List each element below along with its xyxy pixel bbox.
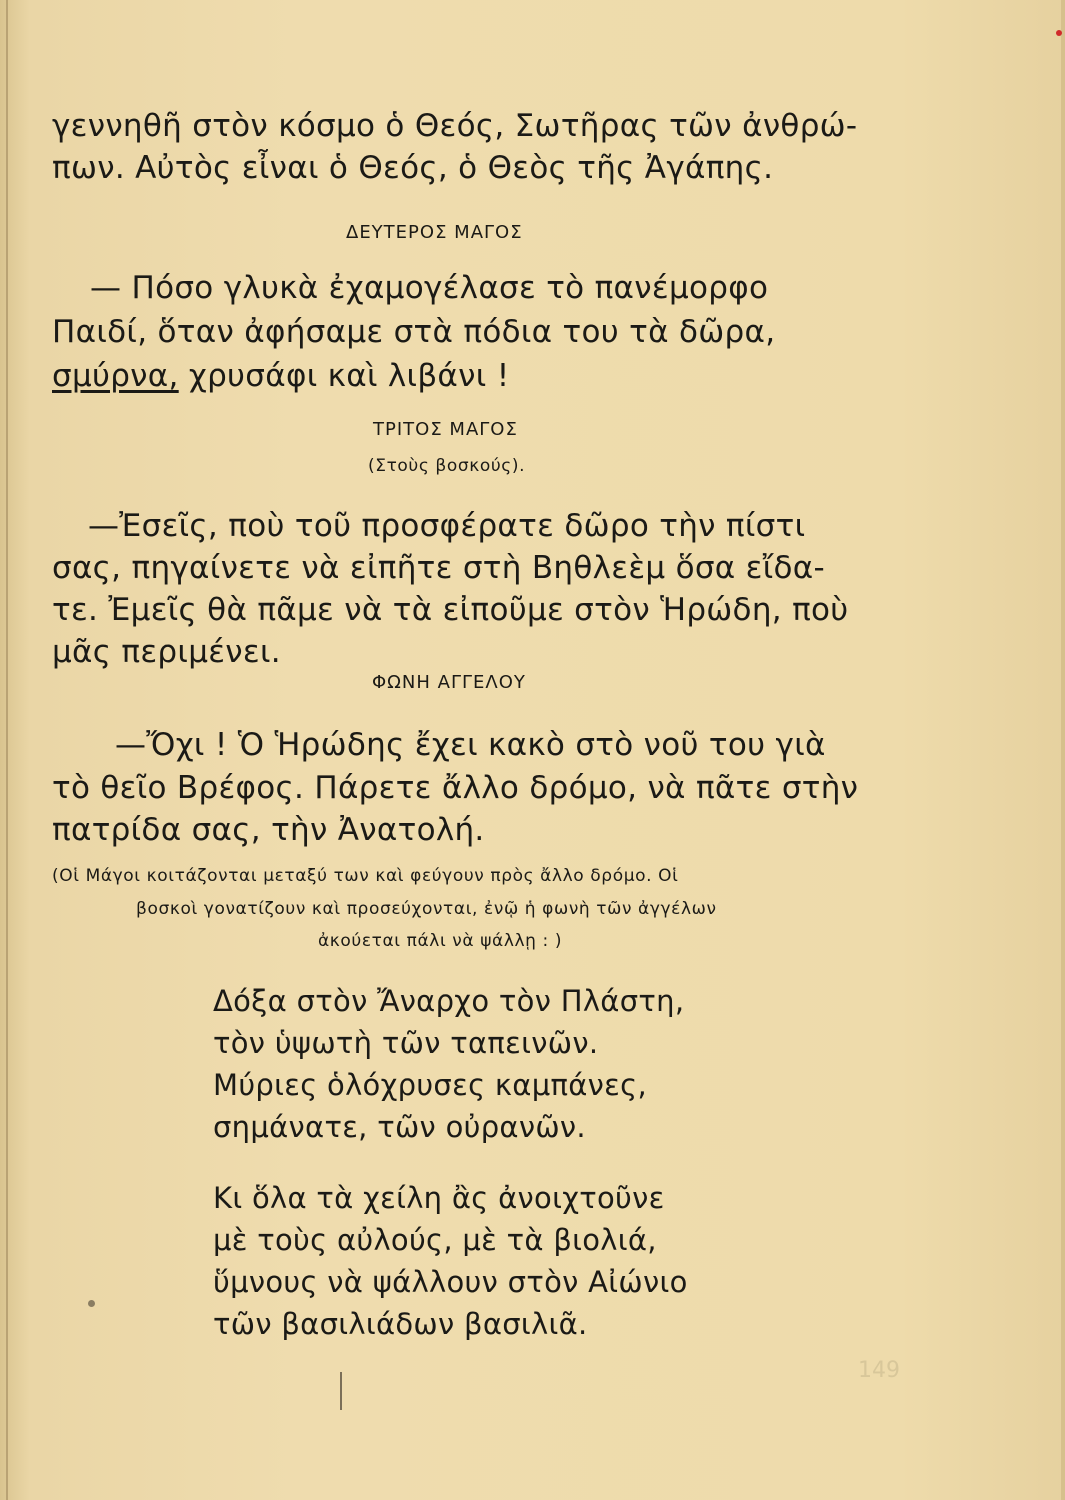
paragraph1-line2: πων. Αὐτὸς εἶναι ὁ Θεός, ὁ Θεὸς τῆς Ἀγάπης.: [52, 150, 774, 186]
ink-tick: [340, 1372, 342, 1410]
paragraph2-line3: [52, 358, 509, 394]
stage-to-shepherds: (Στοὺς βοσκούς).: [368, 456, 526, 476]
paragraph1-line1: γεννηθῆ στὸν κόσμο ὁ Θεός, Σωτῆρας τῶν ἀνθρώ-: [52, 108, 858, 144]
paragraph2-line1: — Πόσο γλυκὰ ἐχαμογέλασε τὸ πανέμορφο: [90, 270, 769, 306]
underlined-word: σμύρνα,: [52, 358, 179, 394]
page-fold-shadow: [6, 0, 8, 1500]
page-number: 149: [858, 1358, 900, 1383]
verse2-line3: ὕμνους νὰ ψάλλουν στὸν Αἰώνιο: [213, 1265, 688, 1299]
heading-angel-voice: ΦΩΝΗ ΑΓΓΕΛΟΥ: [372, 672, 526, 693]
paragraph2-line3-rest: χρυσάφι καὶ λιβάνι !: [178, 358, 510, 394]
verse1-line4: σημάνατε, τῶν οὐρανῶν.: [213, 1110, 586, 1144]
page-right-edge: [1061, 0, 1065, 1500]
heading-third-magus: ΤΡΙΤΟΣ ΜΑΓΟΣ: [373, 419, 518, 440]
verse1-line2: τὸν ὑψωτὴ τῶν ταπεινῶν.: [213, 1026, 599, 1060]
paragraph2-line2: Παιδί, ὅταν ἀφήσαμε στὰ πόδια του τὰ δῶρα,: [52, 314, 776, 350]
ink-dot: [88, 1300, 95, 1307]
verse2-line1: Κι ὅλα τὰ χείλη ἂς ἀνοιχτοῦνε: [213, 1181, 665, 1215]
paragraph4-line2: τὸ θεῖο Βρέφος. Πάρετε ἄλλο δρόμο, νὰ πᾶτε στὴν: [52, 770, 859, 806]
verse2-line4: τῶν βασιλιάδων βασιλιᾶ.: [213, 1307, 588, 1341]
stage-direction-line3: ἀκούεται πάλι νὰ ψάλλῃ : ): [318, 931, 563, 951]
paragraph3-line2: σας, πηγαίνετε νὰ εἰπῆτε στὴ Βηθλεὲμ ὅσα εἴδα-: [52, 550, 826, 586]
red-mark: [1056, 30, 1062, 36]
paragraph3-line4: μᾶς περιμένει.: [52, 634, 281, 670]
paragraph4-line3: πατρίδα σας, τὴν Ἀνατολή.: [52, 812, 485, 848]
paragraph3-line3: τε. Ἐμεῖς θὰ πᾶμε νὰ τὰ εἰποῦμε στὸν Ἡρώδη, ποὺ: [52, 592, 849, 628]
stage-direction-line1: (Οἱ Μάγοι κοιτάζονται μεταξύ των καὶ φεύγουν πρὸς ἄλλο δρόμο. Οἱ: [52, 866, 679, 886]
paragraph4-line1: —Ὄχι ! Ὁ Ἡρώδης ἔχει κακὸ στὸ νοῦ του γιὰ: [115, 727, 826, 763]
verse1-line1: Δόξα στὸν Ἄναρχο τὸν Πλάστη,: [213, 984, 685, 1018]
verse2-line2: μὲ τοὺς αὐλούς, μὲ τὰ βιολιά,: [213, 1223, 657, 1257]
stage-direction-line2: βοσκοὶ γονατίζουν καὶ προσεύχονται, ἐνῷ ἡ φωνὴ τῶν ἀγγέλων: [136, 899, 717, 919]
heading-second-magus: ΔΕΥΤΕΡΟΣ ΜΑΓΟΣ: [346, 222, 523, 243]
paragraph3-line1: —Ἐσεῖς, ποὺ τοῦ προσφέρατε δῶρο τὴν πίστι: [88, 508, 806, 544]
verse1-line3: Μύριες ὁλόχρυσες καμπάνες,: [213, 1068, 647, 1102]
